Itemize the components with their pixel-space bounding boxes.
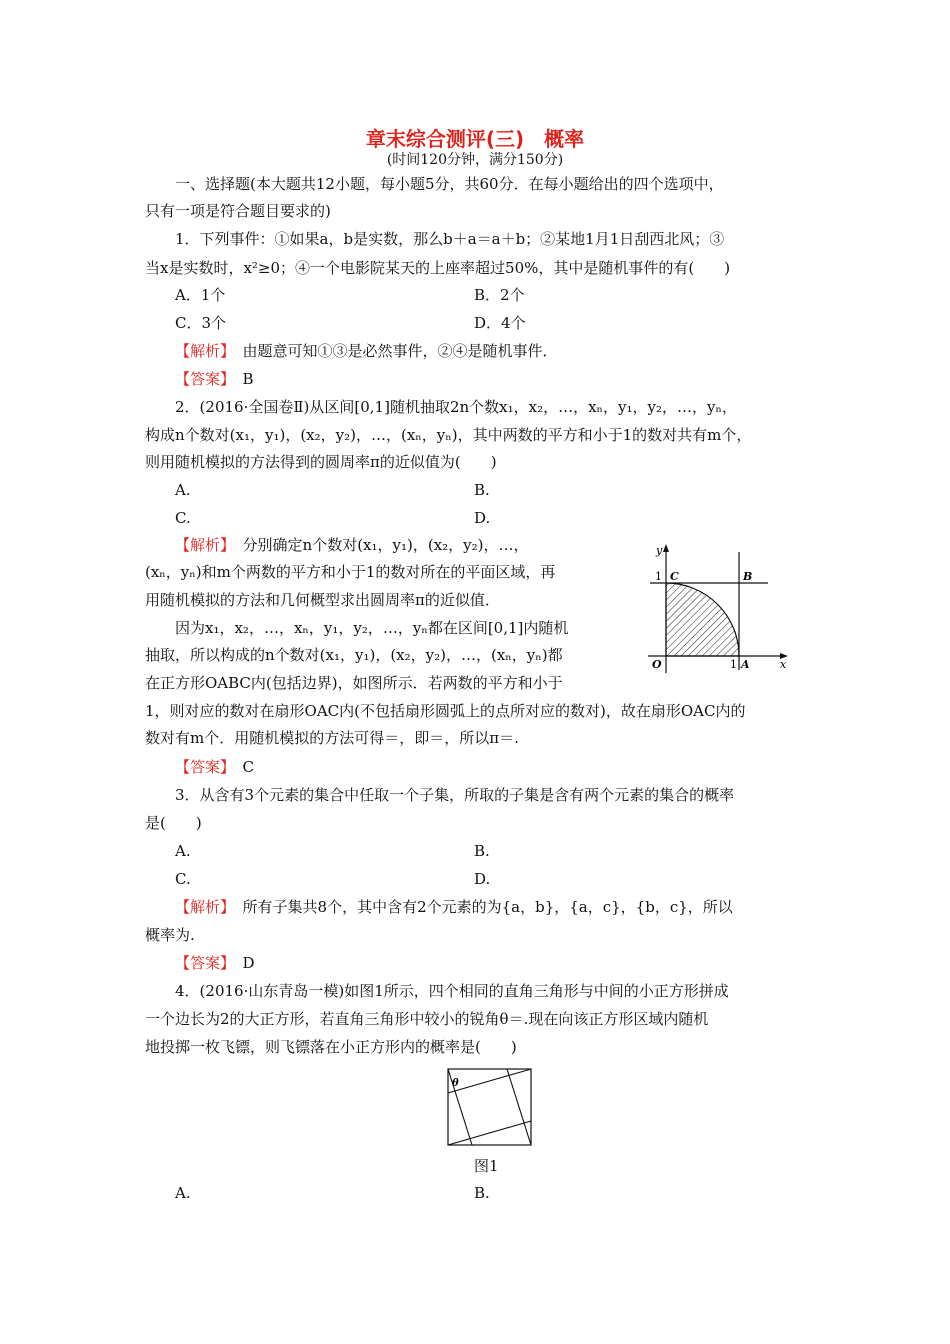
- q1-analysis-text: 由题意可知①③是必然事件，②④是随机事件．: [242, 342, 558, 360]
- label-x: x: [780, 658, 787, 671]
- q2-option-b: B.: [474, 481, 490, 499]
- q2-analysis-line: 分别确定n个数对(x₁，y₁)，(x₂，y₂)，…，: [242, 536, 529, 554]
- answer-tag: 【答案】: [175, 954, 228, 972]
- page-subtitle: (时间120分钟，满分150分): [386, 152, 564, 168]
- section-heading: 一、选择题(本大题共12小题，每小题5分，共60分．在每小题给出的四个选项中，: [175, 175, 724, 193]
- q1-stem: 1．下列事件：①如果a，b是实数，那么b＋a＝a＋b；②某地1月1日刮西北风；③: [175, 230, 725, 248]
- q3-option-c: C.: [175, 870, 191, 888]
- label-a: A: [741, 658, 750, 671]
- q1-option-a: A．1个: [175, 286, 226, 304]
- q1-answer-value: B: [242, 370, 254, 388]
- inner-square: [456, 1076, 524, 1139]
- q3-stem: 3．从含有3个元素的集合中任取一个子集，所取的子集是含有两个元素的集合的概率: [175, 786, 735, 804]
- y-axis-arrow: [663, 544, 669, 552]
- q2-analysis-line: 在正方形OABC内(包括边界)，如图所示．若两数的平方和小于: [145, 674, 563, 692]
- q2-analysis-line: 1，则对应的数对在扇形OAC内(不包括扇形圆弧上的点所对应的数对)，故在扇形OAC内的: [145, 702, 746, 720]
- q1-analysis: [175, 341, 558, 361]
- q1-option-d: D．4个: [474, 314, 526, 332]
- square-figure: [445, 1066, 535, 1148]
- answer-tag: 【答案】: [175, 758, 228, 776]
- q3-analysis-line: 所有子集共8个，其中含有2个元素的为{a，b}，{a，c}，{b，c}，所以: [242, 898, 733, 916]
- q3-option-b: B.: [474, 842, 490, 860]
- q4-stem: 4．(2016·山东青岛一模)如图1所示，四个相同的直角三角形与中间的小正方形拼成: [175, 982, 729, 1000]
- sector-oac: [666, 583, 739, 656]
- q1-option-b: B．2个: [474, 286, 525, 304]
- q3-answer: [175, 953, 255, 973]
- q2-stem-cont: 构成n个数对(x₁，y₁)，(x₂，y₂)，…，(xₙ，yₙ)，其中两数的平方和小于1的数对共有m个，: [145, 426, 752, 444]
- analysis-tag: 【解析】: [175, 342, 228, 360]
- analysis-tag: 【解析】: [175, 898, 228, 916]
- answer-tag: 【答案】: [175, 370, 228, 388]
- q4-stem-cont2: 地投掷一枚飞镖，则飞镖落在小正方形内的概率是( ): [145, 1038, 517, 1056]
- label-theta: θ: [452, 1078, 459, 1089]
- q1-stem-cont: 当x是实数时，x²≥0；④一个电影院某天的上座率超过50%，其中是随机事件的有( ): [145, 259, 731, 277]
- q2-analysis-line: 因为x₁，x₂，…，xₙ，y₁，y₂，…，yₙ都在区间[0,1]内随机: [175, 619, 569, 637]
- q2-answer: [175, 757, 254, 777]
- q2-analysis: [175, 535, 529, 555]
- analysis-tag: 【解析】: [175, 536, 228, 554]
- section-heading-cont: 只有一项是符合题目要求的): [145, 202, 331, 220]
- page-title: 章末综合测评(三) 概率: [365, 127, 585, 151]
- quarter-circle-figure: [636, 538, 796, 678]
- q3-option-d: D.: [474, 870, 491, 888]
- q3-answer-value: D: [242, 954, 255, 972]
- q3-analysis: [175, 897, 733, 917]
- label-one-y: 1: [655, 570, 662, 583]
- label-c: C: [670, 570, 679, 583]
- q2-answer-value: C: [242, 758, 255, 776]
- q2-analysis-line: (xₙ，yₙ)和m个两数的平方和小于1的数对所在的平面区域，再: [145, 563, 556, 581]
- q2-option-c: C.: [175, 509, 191, 527]
- label-y: y: [656, 544, 663, 557]
- q4-option-a: A.: [175, 1184, 191, 1202]
- q4-option-b: B.: [474, 1184, 490, 1202]
- q3-option-a: A.: [175, 842, 191, 860]
- label-one-x: 1: [730, 658, 737, 671]
- label-b: B: [743, 570, 753, 583]
- q1-option-c: C．3个: [175, 314, 227, 332]
- figure-caption: 图1: [474, 1157, 499, 1175]
- q2-stem-cont2: 则用随机模拟的方法得到的圆周率π的近似值为( ): [145, 453, 497, 471]
- q2-analysis-line: 数对有m个．用随机模拟的方法可得＝，即＝，所以π＝.: [145, 729, 519, 747]
- q2-option-a: A.: [175, 481, 191, 499]
- q2-analysis-line: 抽取，所以构成的n个数对(x₁，y₁)，(x₂，y₂)，…，(xₙ，yₙ)都: [145, 646, 563, 664]
- q2-analysis-line: 用随机模拟的方法和几何概型求出圆周率π的近似值．: [145, 591, 500, 609]
- q3-stem-cont: 是( ): [145, 814, 202, 832]
- label-o: O: [652, 658, 662, 671]
- q2-stem: 2．(2016·全国卷Ⅱ)从区间[0,1]随机抽取2n个数x₁，x₂，…，xₙ，y₁，y₂，…，yₙ，: [175, 398, 737, 416]
- q3-analysis-line: 概率为.: [145, 926, 195, 944]
- q2-option-d: D.: [474, 509, 491, 527]
- q4-stem-cont: 一个边长为2的大正方形，若直角三角形中较小的锐角θ＝.现在向该正方形区域内随机: [145, 1010, 709, 1028]
- q1-answer: [175, 369, 254, 389]
